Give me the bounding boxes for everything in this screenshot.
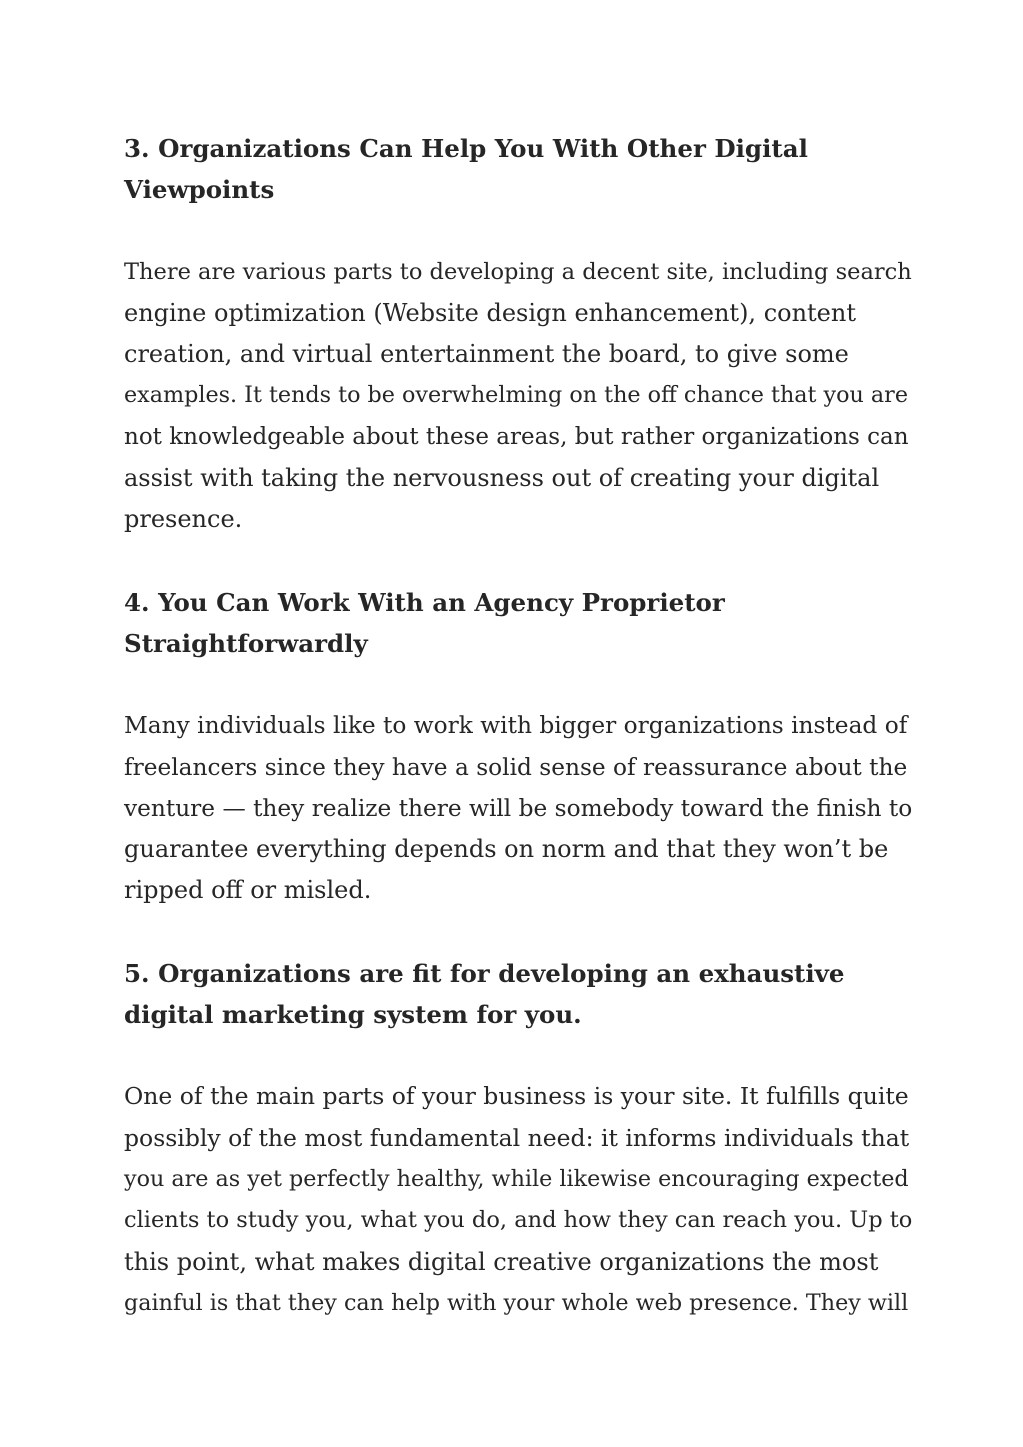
paragraph-line: creation, and virtual entertainment the board, to give some [124, 340, 849, 369]
paragraph-line: Many individuals like to work with bigger organizations instead of [124, 712, 908, 740]
heading-line: 3. Organizations Can Help You With Other Digital [124, 134, 808, 163]
paragraph-line: assist with taking the nervousness out of creating your digital [124, 464, 880, 493]
paragraph-line: freelancers since they have a solid sense of reassurance about the [124, 753, 908, 781]
document-page [124, 128, 914, 1324]
section-3-heading [124, 128, 914, 211]
paragraph-line: venture — they realize there will be somebody toward the finish to [124, 794, 913, 822]
paragraph-line: possibly of the most fundamental need: it informs individuals that [124, 1123, 910, 1152]
paragraph-line: One of the main parts of your business is your site. It fulfills quite [124, 1082, 909, 1111]
section-5-heading [124, 953, 914, 1036]
heading-line: 4. You Can Work With an Agency Proprietor [124, 587, 725, 617]
paragraph-line: There are various parts to developing a decent site, including search [124, 258, 912, 285]
paragraph-line: this point, what makes digital creative organizations the most [124, 1247, 879, 1276]
paragraph-line: clients to study you, what you do, and how they can reach you. Up to [124, 1207, 913, 1234]
paragraph-line: presence. [124, 505, 243, 534]
paragraph-line: gainful is that they can help with your whole web presence. They will [124, 1289, 909, 1316]
heading-line: Straightforwardly [124, 628, 368, 658]
paragraph-line: ripped off or misled. [124, 876, 372, 905]
paragraph-line: not knowledgeable about these areas, but rather organizations can [124, 423, 909, 450]
section-4-paragraph [124, 705, 914, 911]
heading-line: digital marketing system for you. [124, 1000, 582, 1030]
section-3-paragraph [124, 252, 914, 541]
paragraph-line: guarantee everything depends on norm and that they won’t be [124, 835, 889, 864]
heading-line: 5. Organizations are fit for developing an exhaustive [124, 958, 845, 988]
section-4-heading [124, 582, 914, 665]
paragraph-line: engine optimization (Website design enhancement), content [124, 298, 856, 327]
paragraph-line: you are as yet perfectly healthy, while likewise encouraging expected [124, 1165, 909, 1192]
section-5-paragraph [124, 1076, 914, 1324]
paragraph-line: examples. It tends to be overwhelming on the off chance that you are [124, 382, 908, 409]
heading-line: Viewpoints [124, 175, 275, 205]
